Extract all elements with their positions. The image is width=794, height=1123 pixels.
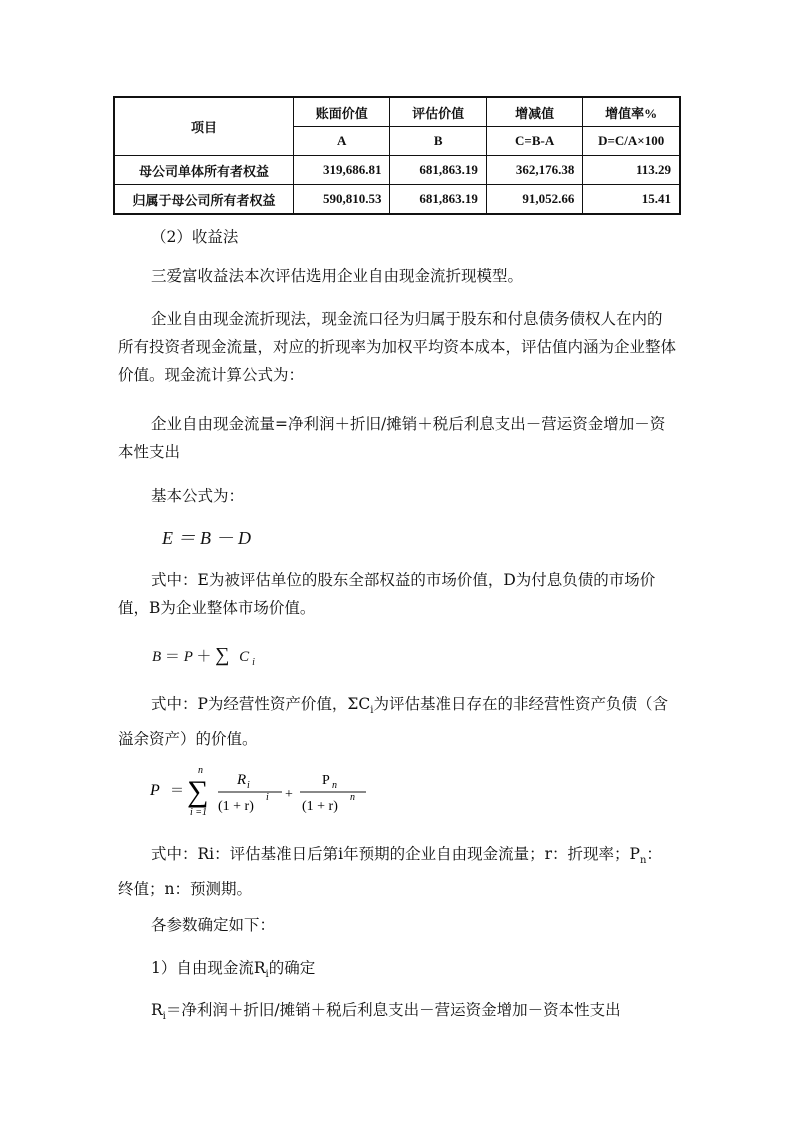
- header-book-value: 账面价值: [294, 97, 390, 127]
- cell-value: 681,863.19: [390, 156, 486, 185]
- formula-b: B ＝ P ＋ ∑ C $_i$: [152, 644, 255, 668]
- paragraph: $R_i=$净利润＋折旧/摊销＋税后利息支出－营运资金增加－资本性支出: [151, 1001, 621, 1023]
- cell-value: 590,810.53: [294, 185, 390, 215]
- formula-e: E ＝ B － D: [162, 528, 251, 548]
- formula-p: [144, 762, 384, 826]
- svg-text:(1 + r): (1 + r): [218, 799, 254, 814]
- svg-text:∑: ∑: [187, 775, 209, 808]
- svg-text:n: n: [198, 765, 203, 776]
- subheader-d: D=C/A×100: [583, 127, 680, 156]
- cell-value: 681,863.19: [390, 185, 486, 215]
- svg-text:P: P: [150, 782, 160, 799]
- cell-value: 15.41: [583, 185, 680, 215]
- svg-text:i =1: i =1: [190, 807, 208, 818]
- header-item: 项目: [114, 97, 294, 156]
- svg-text:+: +: [285, 787, 293, 802]
- paragraph: 企业自由现金流量=净利润＋折旧/摊销＋税后利息支出－营运资金增加－资本性支出: [118, 415, 666, 461]
- valuation-table: [113, 96, 681, 215]
- svg-text:i: i: [266, 792, 269, 803]
- paragraph: 企业自由现金流折现法，现金流口径为归属于股东和付息债务债权人在内的所有投资者现金流量，对应的折现率为加权平均资本成本，评估值内涵为企业整体价值。现金流计算公式为：: [118, 310, 677, 384]
- cell-value: 91,052.66: [486, 185, 582, 215]
- paragraph: 1）自由现金流$R_i$的确定: [151, 959, 316, 981]
- subheader-a: A: [294, 127, 390, 156]
- svg-text:(1 + r): (1 + r): [302, 799, 338, 814]
- paragraph: 各参数确定如下：: [151, 916, 276, 934]
- cell-value: 362,176.38: [486, 156, 582, 185]
- section-heading: （2）收益法: [151, 228, 239, 246]
- cell-value: 113.29: [583, 156, 680, 185]
- svg-text:i: i: [247, 780, 250, 791]
- header-appraised-value: 评估价值: [390, 97, 486, 127]
- header-change: 增减值: [486, 97, 582, 127]
- header-rate: 增值率%: [583, 97, 680, 127]
- paragraph: 基本公式为：: [151, 487, 245, 505]
- paragraph: 式中：Ri：评估基准日后第i年预期的企业自由现金流量；r：折现率；$P_n$：终值；n：预测期。: [118, 845, 662, 899]
- svg-text:＝: ＝: [170, 784, 184, 799]
- row-label: 归属于母公司所有者权益: [114, 185, 294, 215]
- paragraph: 式中：P为经营性资产价值，$\Sigma C_i$为评估基准日存在的非经营性资产负债（含溢余资产）的价值。: [118, 695, 668, 749]
- svg-text:n: n: [332, 780, 337, 791]
- paragraph: 三爱富收益法本次评估选用企业自由现金流折现模型。: [151, 267, 524, 285]
- table-row: [114, 156, 680, 185]
- paragraph: 式中：E为被评估单位的股东全部权益的市场价值，D为付息负债的市场价值，B为企业整体市场价值。: [118, 571, 656, 617]
- table-header-row: [114, 97, 680, 127]
- subheader-c: C=B-A: [486, 127, 582, 156]
- svg-text:n: n: [350, 792, 355, 803]
- table-row: [114, 185, 680, 215]
- svg-text:R: R: [237, 772, 247, 788]
- svg-text:P: P: [322, 773, 330, 788]
- row-label: 母公司单体所有者权益: [114, 156, 294, 185]
- cell-value: 319,686.81: [294, 156, 390, 185]
- subheader-b: B: [390, 127, 486, 156]
